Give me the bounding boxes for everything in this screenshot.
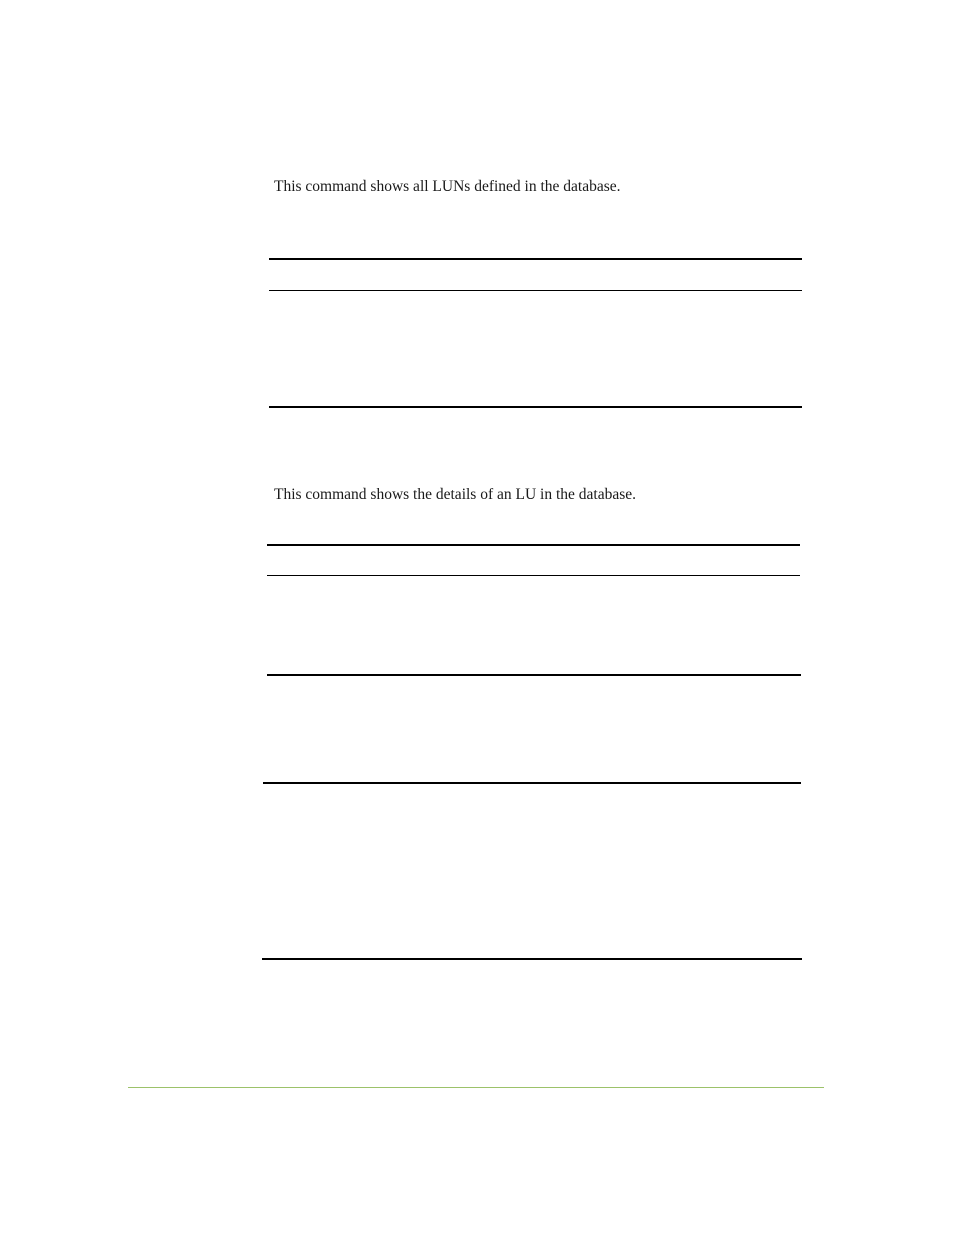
section1-description: This command shows all LUNs defined in the database. [274, 177, 621, 195]
table2-header-rule [267, 575, 800, 576]
table1-top-rule [269, 258, 802, 260]
table2-row-rule [267, 674, 801, 676]
table1-header-rule [269, 290, 802, 291]
table2-row-rule [263, 782, 801, 784]
table2-bottom-rule [262, 958, 802, 960]
section2-description: This command shows the details of an LU in the database. [274, 485, 637, 503]
footer-rule [128, 1087, 824, 1088]
table2-top-rule [267, 544, 800, 546]
table1-bottom-rule [269, 406, 802, 408]
